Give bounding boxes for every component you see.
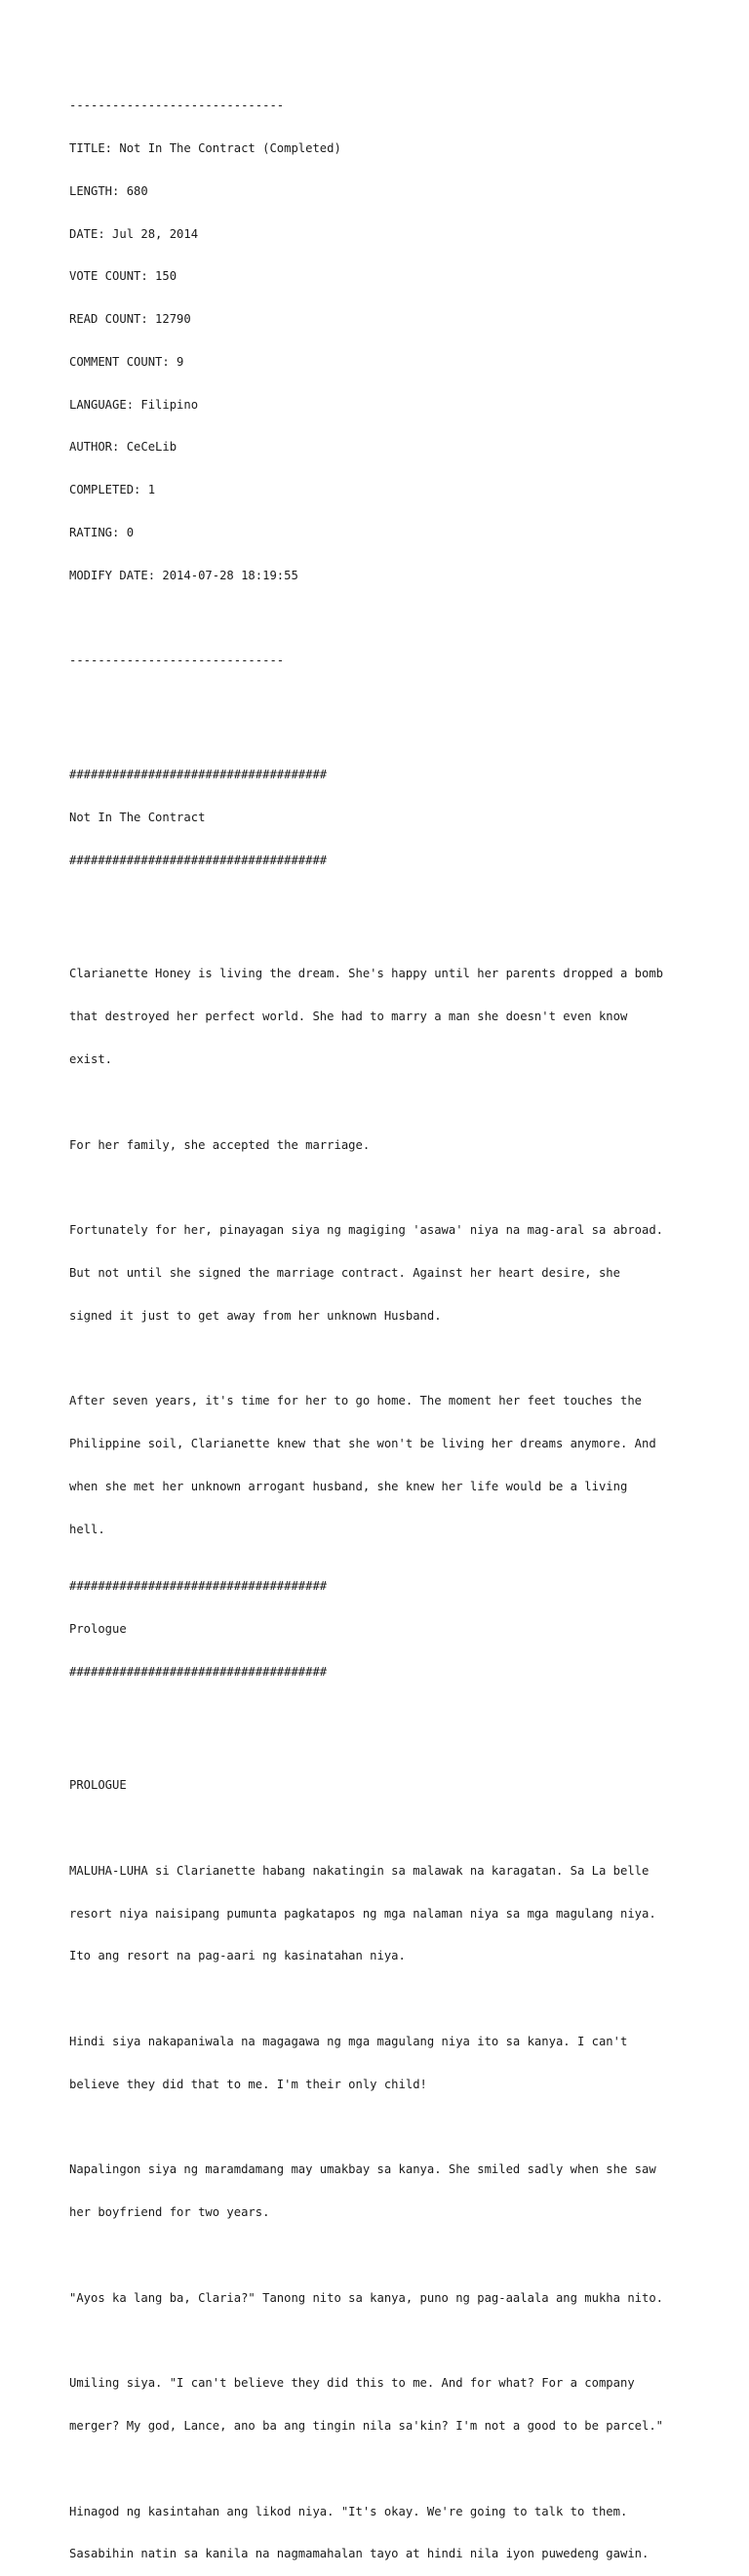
- meta-language: LANGUAGE: Filipino: [69, 397, 199, 412]
- hash-divider: ####################################: [69, 1664, 328, 1679]
- synopsis-line: Philippine soil, Clarianette knew that she won't be living her dreams anymore. And: [69, 1437, 656, 1450]
- chapter-title: Prologue: [69, 1621, 127, 1636]
- synopsis-line: Clarianette Honey is living the dream. She's happy until her parents dropped a bomb: [69, 967, 664, 981]
- meta-modify-date: MODIFY DATE: 2014-07-28 18:19:55: [69, 568, 298, 582]
- prologue-line: Sasabihin natin sa kanila na nagmamahalan tayo at hindi nila iyon puwedeng gawin.: [69, 2547, 650, 2561]
- meta-length: LENGTH: 680: [69, 183, 148, 198]
- prologue-line: Napalingon siya ng maramdamang may umakbay sa kanya. She smiled sadly when she saw: [69, 2162, 656, 2177]
- synopsis-line: that destroyed her perfect world. She had to marry a man she doesn't even know: [69, 1010, 628, 1024]
- prologue-line: Hinagod ng kasintahan ang likod niya. "It's okay. We're going to talk to them.: [69, 2504, 628, 2518]
- prologue-line: believe they did that to me. I'm their only child!: [69, 2077, 427, 2091]
- meta-title: TITLE: Not In The Contract (Completed): [69, 140, 341, 155]
- synopsis-line: Fortunately for her, pinayagan siya ng magiging 'asawa' niya na mag-aral sa abroad.: [69, 1223, 664, 1238]
- meta-rating: RATING: 0: [69, 526, 135, 539]
- hash-divider: ####################################: [69, 1578, 328, 1593]
- prologue-line: merger? My god, Lance, ano ba ang tingin nila sa'kin? I'm not a good to be parcel.": [69, 2418, 664, 2433]
- prologue-line: resort niya naisipang pumunta pagkatapos ng mga nalaman niya sa mga magulang niya.: [69, 1906, 656, 1921]
- synopsis-line: hell.: [69, 1522, 105, 1536]
- document-page: [69, 70, 693, 2576]
- synopsis-line: After seven years, it's time for her to go home. The moment her feet touches the: [69, 1394, 642, 1408]
- meta-completed: COMPLETED: 1: [69, 483, 156, 497]
- separator-line: ------------------------------: [69, 654, 285, 668]
- prologue-line: Hindi siya nakapaniwala na magagawa ng mga magulang niya ito sa kanya. I can't: [69, 2034, 628, 2048]
- chapter-title: Not In The Contract: [69, 810, 206, 824]
- synopsis-line: exist.: [69, 1051, 113, 1066]
- meta-author: AUTHOR: CeCeLib: [69, 440, 177, 455]
- hash-divider: ####################################: [69, 768, 328, 782]
- synopsis-line: signed it just to get away from her unknown Husband.: [69, 1308, 442, 1323]
- prologue-line: Ito ang resort na pag-aari ng kasinatahan niya.: [69, 1949, 406, 1963]
- hash-divider: ####################################: [69, 852, 328, 867]
- meta-comment-count: COMMENT COUNT: 9: [69, 354, 184, 369]
- meta-vote-count: VOTE COUNT: 150: [69, 269, 177, 284]
- prologue-heading: PROLOGUE: [69, 1778, 127, 1793]
- prologue-line: MALUHA-LUHA si Clarianette habang nakatingin sa malawak na karagatan. Sa La belle: [69, 1863, 650, 1878]
- synopsis-line: when she met her unknown arrogant husband, she knew her life would be a living: [69, 1479, 628, 1493]
- prologue-line: her boyfriend for two years.: [69, 2205, 270, 2220]
- prologue-line: "Ayos ka lang ba, Claria?" Tanong nito sa kanya, puno ng pag-aalala ang mukha nito.: [69, 2290, 664, 2305]
- meta-read-count: READ COUNT: 12790: [69, 312, 191, 327]
- synopsis-line: For her family, she accepted the marriage.: [69, 1137, 371, 1152]
- meta-date: DATE: Jul 28, 2014: [69, 226, 199, 241]
- separator-line: ------------------------------: [69, 99, 285, 113]
- prologue-line: Umiling siya. "I can't believe they did this to me. And for what? For a company: [69, 2376, 635, 2391]
- synopsis-line: But not until she signed the marriage contract. Against her heart desire, she: [69, 1265, 620, 1280]
